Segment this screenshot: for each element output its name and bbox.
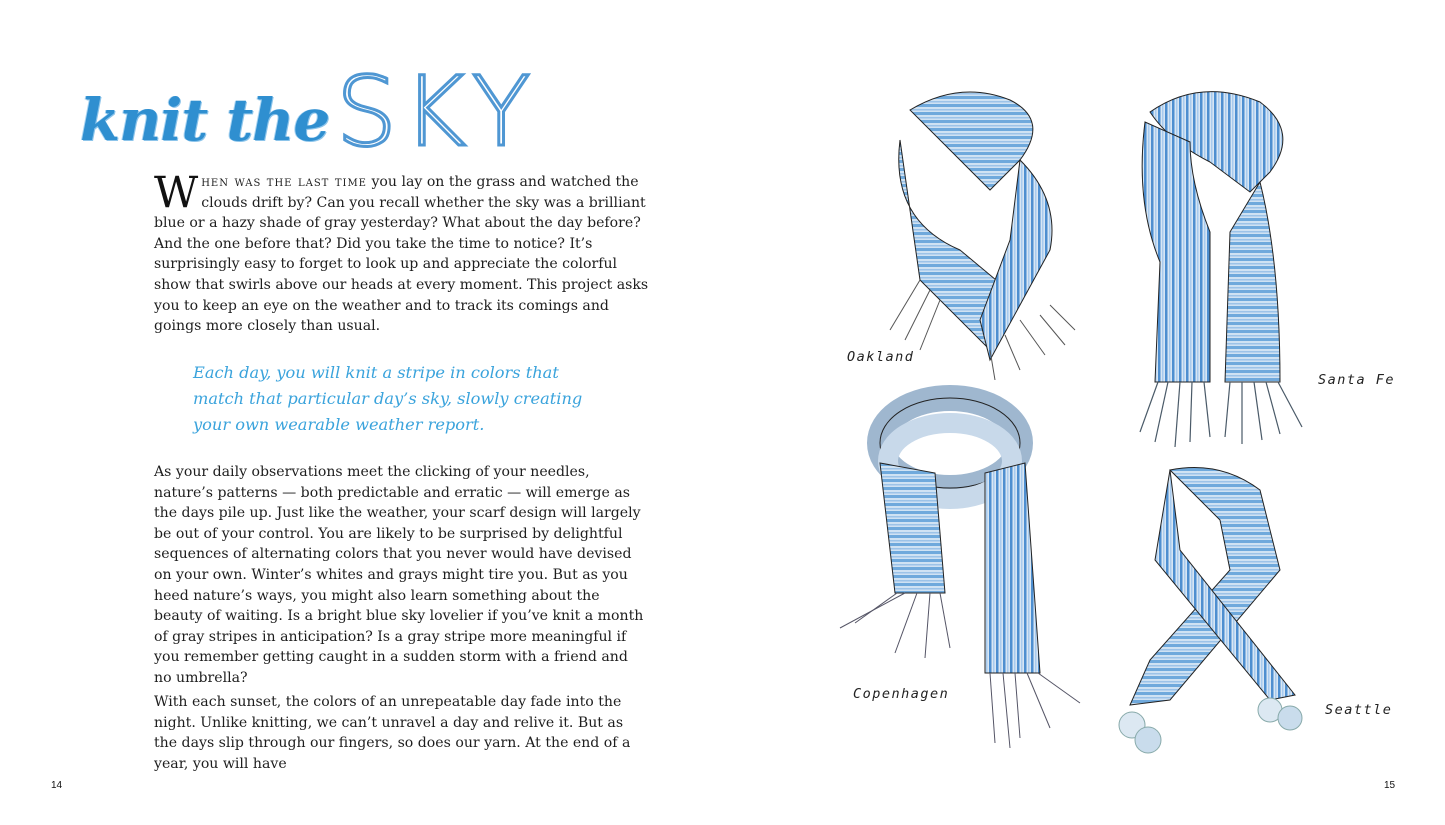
page-number-right: 15: [1384, 780, 1396, 791]
intro-paragraph: [154, 168, 649, 337]
santa-fe-scarf-icon: [1130, 82, 1330, 462]
body-paragraph-3: With each sunset, the colors of an unrepeatable day fade into the night. Unlike knitting, we can’t unravel a day and relive it. But as the days slip through our fingers, so does our yarn. At the end of a year, you will have: [154, 694, 631, 772]
body-paragraph-2: As your daily observations meet the clicking of your needles, nature’s patterns — both predictable and erratic — will emerge as the days pile up. Just like the weather, your scarf design will largely be out of your control. You are likely to be surprised by delightful sequences of alternating colors that you never would have devised on your own. Winter’s whites and grays might tire you. But as you heed nature’s ways, you might also learn something about the beauty of waiting. Is a bright blue sky lovelier if you’ve knit a month of gray stripes in anticipation? Is a gray stripe more meaningful if you remember getting caught in a sudden storm with a friend and no umbrella?: [154, 464, 644, 686]
page-title: [78, 56, 537, 168]
scarf-label-oakland: Oakland: [847, 349, 915, 365]
oakland-scarf-icon: [870, 80, 1090, 380]
title-caps: SKY: [336, 56, 537, 168]
drop-cap: W: [154, 168, 199, 218]
seattle-scarf-icon: [1110, 460, 1320, 755]
page-number-left: 14: [51, 780, 63, 791]
scarf-label-santa-fe: Santa Fe: [1318, 372, 1396, 388]
intro-text: you lay on the grass and watched the clouds drift by? Can you recall whether the sky was a brilliant blue or a hazy shade of gray yesterday? What about the day before? And the one before that? Did you take the time to notice? It’s surprisingly easy to forget to look up and appreciate the colorful show that swirls above our heads at every moment. This project asks you to keep an eye on the weather and to track its comings and goings more closely than usual.: [154, 174, 649, 335]
lead-in-smallcaps: hen was the last time: [201, 174, 367, 190]
title-script: knit the: [80, 86, 330, 154]
scarf-label-seattle: Seattle: [1325, 702, 1393, 718]
scarf-label-copenhagen: Copenhagen: [853, 686, 950, 702]
pull-quote: Each day, you will knit a stripe in colors that match that particular day’s sky, slowly creating your own wearable weather report.: [193, 363, 583, 434]
